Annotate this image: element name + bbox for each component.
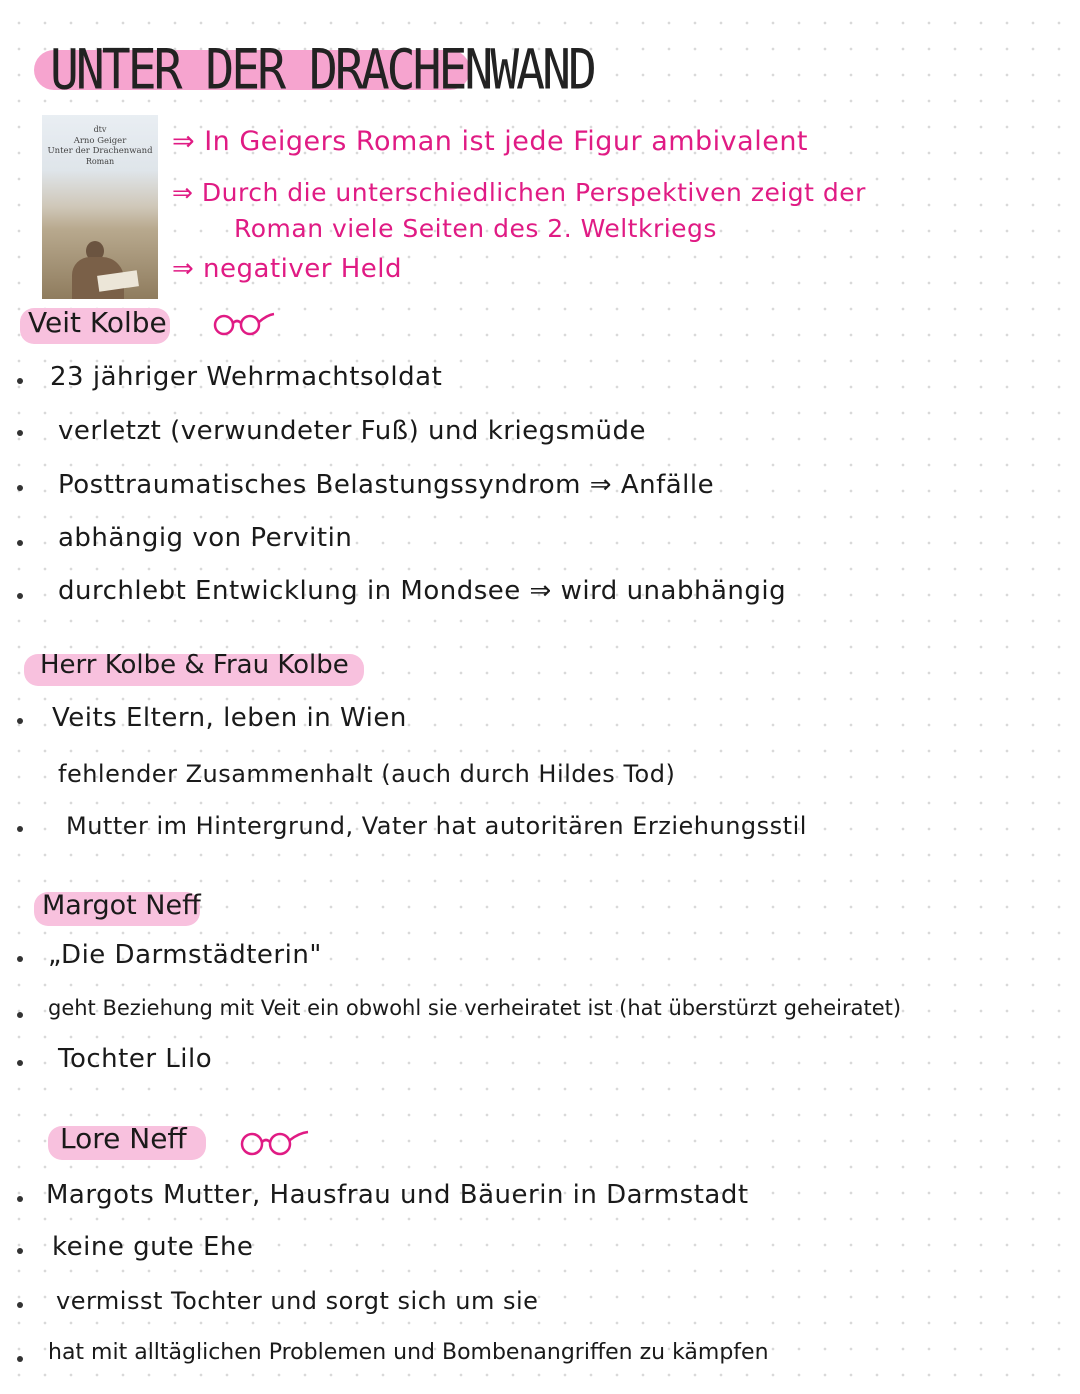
glasses-icon xyxy=(238,1128,310,1156)
bullet xyxy=(17,826,23,832)
page-title: UNTER DER DRACHENWAND xyxy=(50,38,594,103)
lore-item-2: keine gute Ehe xyxy=(52,1232,254,1262)
bullet xyxy=(17,956,23,962)
bullet xyxy=(17,1356,23,1362)
cover-genre: Roman xyxy=(85,157,115,166)
veit-item-2: verletzt (verwundeter Fuß) und kriegsmüde xyxy=(58,416,647,446)
bullet xyxy=(17,718,23,724)
cover-publisher: dtv xyxy=(93,125,107,134)
intro-line-1: ⇒ In Geigers Roman ist jede Figur ambivalent xyxy=(172,126,809,157)
lore-item-3: vermisst Tochter und sorgt sich um sie xyxy=(56,1287,539,1315)
book-cover-image xyxy=(42,115,158,299)
bullet xyxy=(17,430,23,436)
bullet xyxy=(17,1196,23,1202)
lore-item-1: Margots Mutter, Hausfrau und Bäuerin in Darmstadt xyxy=(46,1180,749,1210)
bullet xyxy=(17,485,23,491)
eltern-item-1: Veits Eltern, leben in Wien xyxy=(52,703,407,733)
margot-item-1: „Die Darmstädterin" xyxy=(48,940,322,970)
lore-item-4: hat mit alltäglichen Problemen und Bombenangriffen zu kämpfen xyxy=(48,1340,769,1365)
intro-line-2: ⇒ Durch die unterschiedlichen Perspektiven zeigt der xyxy=(172,178,866,207)
bullet xyxy=(17,1248,23,1254)
bullet xyxy=(17,540,23,546)
glasses-icon xyxy=(210,310,276,336)
bullet xyxy=(17,1012,23,1018)
veit-item-5: durchlebt Entwicklung in Mondsee ⇒ wird unabhängig xyxy=(58,576,787,606)
veit-heading: Veit Kolbe xyxy=(28,306,167,339)
lore-heading: Lore Neff xyxy=(60,1122,187,1155)
bullet xyxy=(17,378,23,384)
eltern-item-3: Mutter im Hintergrund, Vater hat autoritären Erziehungsstil xyxy=(66,812,807,840)
intro-line-3: ⇒ negativer Held xyxy=(172,254,402,284)
cover-author: Arno Geiger xyxy=(73,136,127,146)
bullet xyxy=(17,593,23,599)
veit-item-4: abhängig von Pervitin xyxy=(58,523,353,553)
bullet xyxy=(17,1060,23,1066)
margot-item-3: Tochter Lilo xyxy=(58,1044,213,1074)
veit-item-3: Posttraumatisches Belastungssyndrom ⇒ Anfälle xyxy=(58,470,715,500)
veit-item-1: 23 jähriger Wehrmachtsoldat xyxy=(50,362,443,392)
eltern-heading: Herr Kolbe & Frau Kolbe xyxy=(40,650,349,680)
eltern-item-2: fehlender Zusammenhalt (auch durch Hildes Tod) xyxy=(58,760,676,788)
cover-title: Unter der Drachenwand xyxy=(47,146,153,156)
margot-item-2: geht Beziehung mit Veit ein obwohl sie verheiratet ist (hat überstürzt geheiratet) xyxy=(48,996,902,1020)
intro-line-2b: Roman viele Seiten des 2. Weltkriegs xyxy=(234,214,717,243)
margot-heading: Margot Neff xyxy=(42,890,201,921)
bullet xyxy=(17,1302,23,1308)
